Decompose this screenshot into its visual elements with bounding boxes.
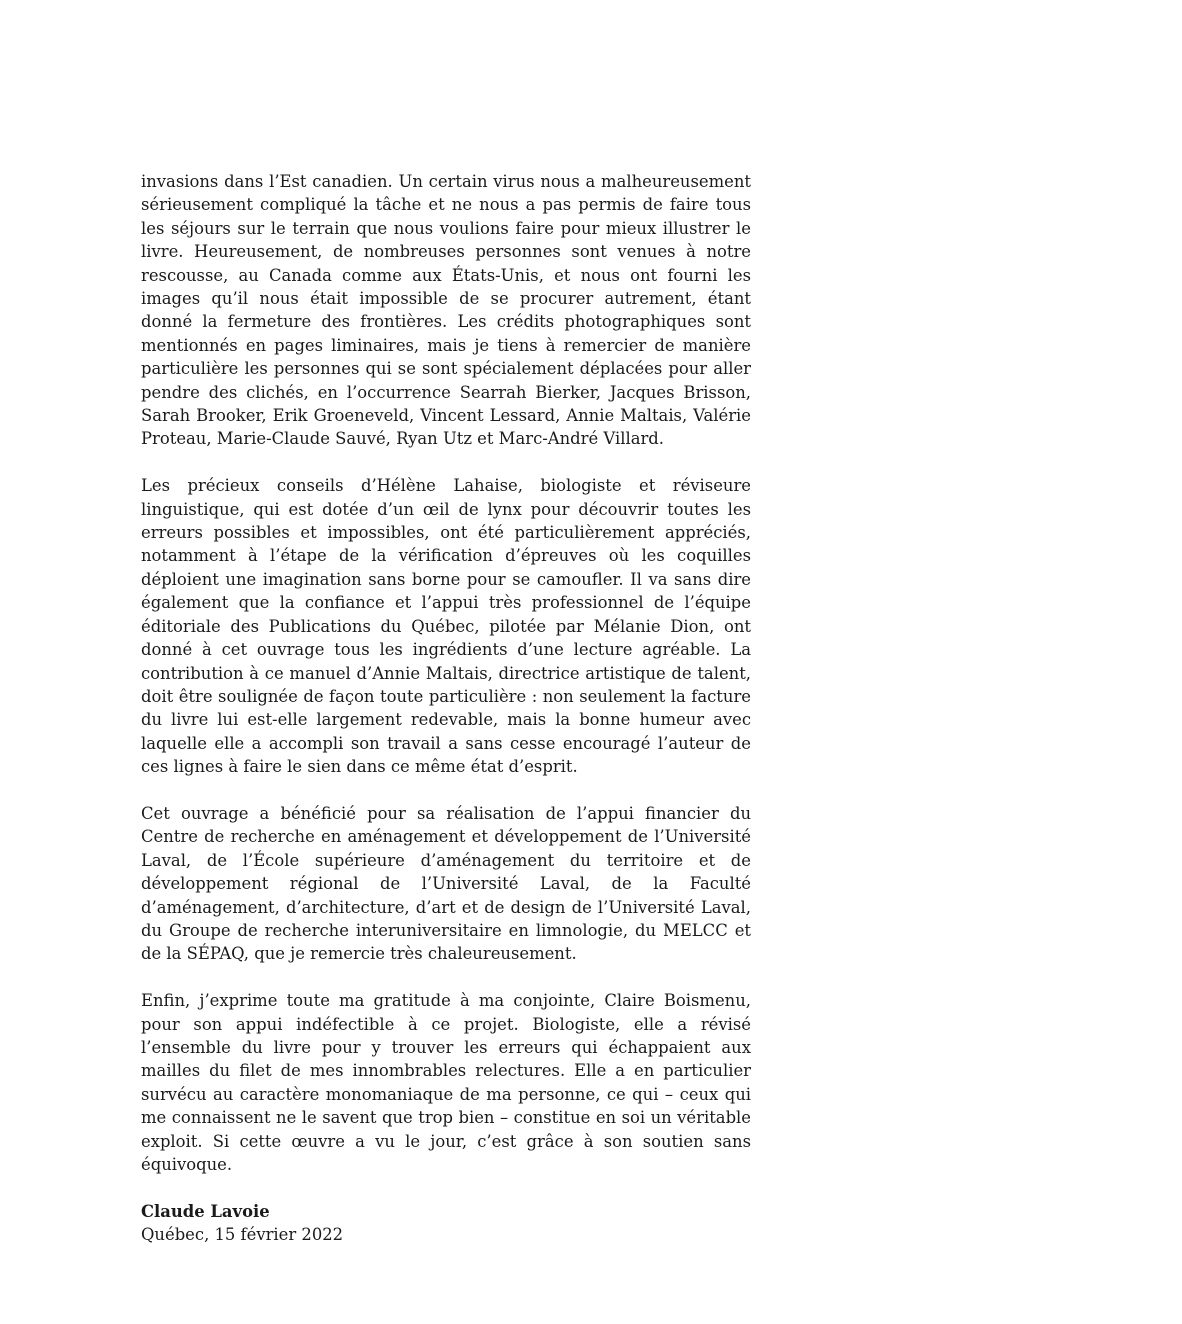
paragraph-3: Cet ouvrage a bénéficié pour sa réalisation de l’appui financier du Centre de recherche en aménagement et développement de l’Université Laval, de l’École supérieure d’aménagement du territoire et de développement régional de l’Université Laval, de la Faculté d’aménagement, d’architecture, d’art et de design de l’Université Laval, du Groupe de recherche interuniversitaire en limnologie, du MELCC et de la SÉPAQ, que je remercie très chaleureusement. [141, 803, 751, 964]
paragraph-2: Les précieux conseils d’Hélène Lahaise, biologiste et réviseure linguistique, qui est dotée d’un œil de lynx pour découvrir toutes les erreurs possibles et impossibles, ont été particulièrement appréciés, notamment à l’étape de la vérification d’épreuves où les coquilles déploient une imagination sans borne pour se camoufler. Il va sans dire également que la confiance et l’appui très professionnel de l’équipe éditoriale des Publications du Québec, pilotée par Mélanie Dion, ont donné à cet ouvrage tous les ingrédients d’une lecture agréable. La contribution à ce manuel d’Annie Maltais, directrice artistique de talent, doit être soulignée de façon toute particulière : non seulement la facture du livre lui est-elle largement redevable, mais la bonne humeur avec laquelle elle a accompli son travail a sans cesse encouragé l’auteur de ces lignes à faire le sien dans ce même état d’esprit. [141, 476, 751, 777]
place-date: Québec, 15 février 2022 [141, 1225, 344, 1245]
paragraph-1: invasions dans l’Est canadien. Un certain virus nous a malheureusement sérieusement compliqué la tâche et ne nous a pas permis de faire tous les séjours sur le terrain que nous voulions faire pour mieux illustrer le livre. Heureusement, de nombreuses personnes sont venues à notre rescousse, au Canada comme aux États-Unis, et nous ont fourni les images qu’il nous était impossible de se procurer autrement, étant donné la fermeture des frontières. Les crédits photographiques sont mentionnés en pages liminaires, mais je tiens à remercier de manière particulière les personnes qui se sont spécialement déplacées pour aller pendre des clichés, en l’occurrence Searrah Bierker, Jacques Brisson, Sarah Brooker, Erik Groeneveld, Vincent Lessard, Annie Maltais, Valérie Proteau, Marie-Claude Sauvé, Ryan Utz et Marc-André Villard. [141, 172, 751, 449]
author-name: Claude Lavoie [141, 1201, 270, 1221]
acknowledgements-text [141, 170, 751, 1247]
signature-block [141, 1200, 751, 1247]
paragraph-4: Enfin, j’exprime toute ma gratitude à ma conjointe, Claire Boismenu, pour son appui indéfectible à ce projet. Biologiste, elle a révisé l’ensemble du livre pour y trouver les erreurs qui échappaient aux mailles du filet de mes innombrables relectures. Elle a en particulier survécu au caractère monomaniaque de ma personne, ce qui – ceux qui me connaissent ne le savent que trop bien – constitue en soi un véritable exploit. Si cette œuvre a vu le jour, c’est grâce à son soutien sans équivoque. [141, 991, 751, 1175]
